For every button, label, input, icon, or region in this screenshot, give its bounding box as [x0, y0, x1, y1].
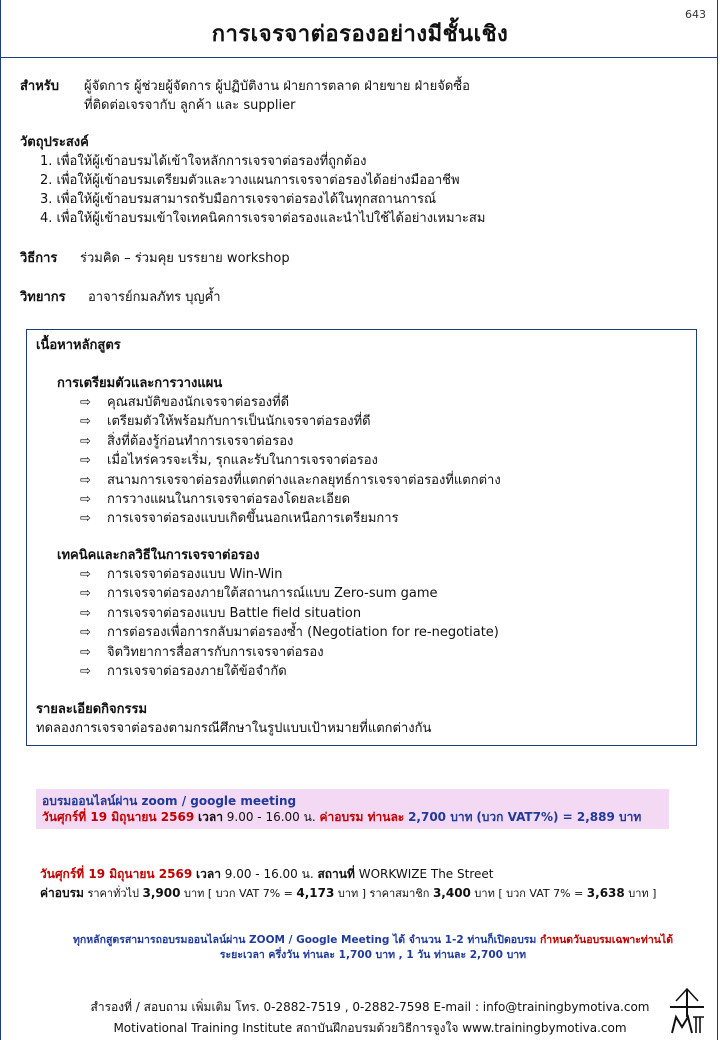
audience-label: สำหรับ	[20, 79, 60, 94]
list-item: ⇨ เมื่อไหร่ควรจะเริ่ม, รุกและรับในการเจรจาต่อรอง	[80, 451, 501, 470]
audience-line2: ที่ติดต่อเจรจากับ ลูกค้า และ supplier	[84, 98, 296, 113]
arrow-icon: ⇨	[80, 472, 91, 488]
content-heading: เนื้อหาหลักสูตร	[36, 338, 121, 353]
list-item: ⇨ การเจรจาต่อรองแบบ Win-Win	[80, 565, 499, 584]
list-item: ⇨ สนามการเจรจาต่อรองที่แตกต่างและกลยุทธ์การเจรจาต่อรองที่แตกต่าง	[80, 471, 501, 490]
list-item: ⇨ การเจรจาต่อรองแบบ Battle field situation	[80, 604, 499, 623]
activity-text: ทดลองการเจรจาต่อรองตามกรณีศึกษาในรูปแบบเป้าหมายที่แตกต่างกัน	[36, 721, 432, 736]
list-item: ⇨ คุณสมบัติของนักเจรจาต่อรองที่ดี	[80, 393, 501, 412]
mti-logo	[666, 987, 708, 1035]
list-item: ⇨ สิ่งที่ต้องรู้ก่อนทำการเจรจาต่อรอง	[80, 432, 501, 451]
onsite-schedule: วันศุกร์ที่ 19 มิถุนายน 2569 เวลา 9.00 - 16.00 น. สถานที่ WORKWIZE The Street	[40, 867, 494, 881]
techniques-list	[80, 565, 499, 681]
arrow-icon: ⇨	[80, 511, 91, 527]
method-label: วิธีการ	[20, 251, 58, 266]
arrow-icon: ⇨	[80, 414, 91, 430]
preparation-list	[80, 393, 501, 529]
objectives-list	[40, 152, 485, 228]
list-item: ⇨ การเจรจาต่อรองแบบเกิดขึ้นนอกเหนือการเตรียมการ	[80, 509, 501, 528]
list-item: ⇨ การต่อรองเพื่อการกลับมาต่อรองซ้ำ (Negotiation for re-negotiate)	[80, 623, 499, 642]
objectives-label: วัตถุประสงค์	[20, 135, 89, 150]
arrow-icon: ⇨	[80, 395, 91, 410]
arrow-icon: ⇨	[80, 492, 91, 508]
objective-item: 3. เพื่อให้ผู้เข้าอบรมสามารถรับมือการเจรจาต่อรองได้ในทุกสถานการณ์	[40, 192, 437, 207]
online-training-box	[36, 789, 669, 829]
page-title: การเจรจาต่อรองอย่างมีชั้นเชิง	[211, 22, 509, 47]
onsite-fee: ค่าอบรม ราคาทั่วไป 3,900 บาท [ บวก VAT 7% = 4,173 บาท ] ราคาสมาชิก 3,400 บาท [ บวก VAT 7% = 3,638 บาท ]	[40, 886, 657, 900]
list-item: ⇨ การเจรจาต่อรองภายใต้ข้อจำกัด	[80, 662, 499, 681]
objective-item: 2. เพื่อให้ผู้เข้าอบรมเตรียมตัวและวางแผนการเจรจาต่อรองได้อย่างมืออาชีพ	[40, 173, 460, 188]
contact-line1: สำรองที่ / สอบถาม เพิ่มเติม โทร. 0-2882-7519 , 0-2882-7598 E-mail : info@trainingbymotiva.com	[90, 1000, 650, 1014]
online-note-line1: ทุกหลักสูตรสามารถอบรมออนไลน์ผ่าน ZOOM / Google Meeting ได้ จำนวน 1-2 ท่านก็เปิดอบรม กำหนดวันอบรมเฉพาะท่านได้	[72, 934, 674, 946]
online-heading: อบรมออนไลน์ผ่าน zoom / google meeting	[42, 794, 297, 808]
section-title-preparation: การเตรียมตัวและการวางแผน	[57, 376, 223, 391]
list-item: ⇨ เตรียมตัวให้พร้อมกับการเป็นนักเจรจาต่อรองที่ดี	[80, 412, 501, 431]
arrow-icon: ⇨	[80, 664, 91, 680]
objective-item: 1. เพื่อให้ผู้เข้าอบรมได้เข้าใจหลักการเจรจาต่อรองที่ถูกต้อง	[40, 154, 367, 169]
activity-heading: รายละเอียดกิจกรรม	[36, 702, 148, 717]
online-details: วันศุกร์ที่ 19 มิถุนายน 2569 เวลา 9.00 - 16.00 น. ค่าอบรม ท่านละ 2,700 บาท (บวก VAT7%) = 2,889 บาท	[42, 810, 642, 824]
arrow-icon: ⇨	[80, 567, 91, 582]
online-note-line2: ระยะเวลา ครึ่งวัน ท่านละ 1,700 บาท , 1 วัน ท่านละ 2,700 บาท	[219, 949, 527, 961]
instructor-label: วิทยากร	[20, 290, 66, 305]
contact-line2: Motivational Training Institute สถาบันฝึกอบรมด้วยวิธีการจูงใจ www.trainingbymotiva.com	[113, 1021, 627, 1035]
audience-line1: ผู้จัดการ ผู้ช่วยผู้จัดการ ผู้ปฏิบัติงาน ฝ่ายการตลาด ฝ่ายขาย ฝ่ายจัดซื้อ	[84, 79, 470, 94]
list-item: ⇨ จิตวิทยาการสื่อสารกับการเจรจาต่อรอง	[80, 643, 499, 662]
section-title-techniques: เทคนิคและกลวิธีในการเจรจาต่อรอง	[57, 548, 260, 563]
page-number: 643	[685, 8, 706, 21]
objective-item: 4. เพื่อให้ผู้เข้าอบรมเข้าใจเทคนิคการเจรจาต่อรองและนำไปใช้ได้อย่างเหมาะสม	[40, 211, 486, 226]
method-value: ร่วมคิด – ร่วมคุย บรรยาย workshop	[80, 251, 290, 266]
arrow-icon: ⇨	[80, 433, 91, 449]
list-item: ⇨ การเจรจาต่อรองภายใต้สถานการณ์แบบ Zero-sum game	[80, 584, 499, 603]
instructor-value: อาจารย์กมลภัทร บุญค้ำ	[88, 290, 221, 305]
arrow-icon: ⇨	[80, 453, 91, 469]
arrow-icon: ⇨	[80, 644, 91, 660]
arrow-icon: ⇨	[80, 625, 91, 641]
arrow-icon: ⇨	[80, 605, 91, 621]
arrow-icon: ⇨	[80, 586, 91, 602]
list-item: ⇨ การวางแผนในการเจรจาต่อรองโดยละเอียด	[80, 490, 501, 509]
